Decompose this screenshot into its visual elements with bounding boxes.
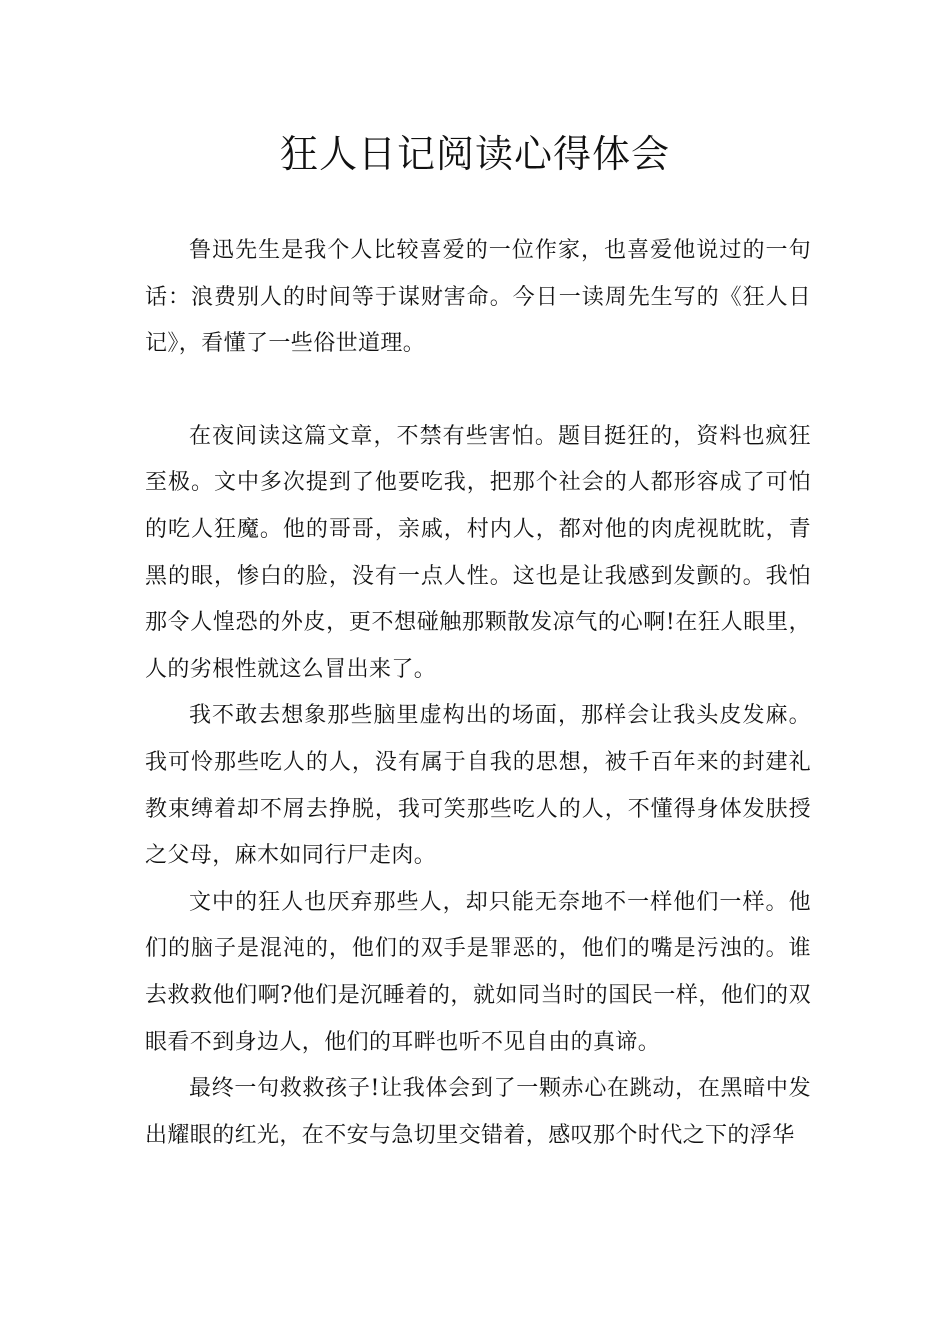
- paragraph-spacer: [145, 368, 811, 414]
- document-title: 狂人日记阅读心得体会: [279, 132, 670, 176]
- paragraph-2: 在夜间读这篇文章，不禁有些害怕。题目挺狂的，资料也疯狂至极。文中多次提到了他要吃我，把那个社会的人都形容成了可怕的吃人狂魔。他的哥哥，亲戚，村内人，都对他的肉虎视眈眈，青黑的眼，惨白的脸，没有一点人性。这也是让我感到发颤的。我怕那令人惶恐的外皮，更不想碰触那颗散发凉气的心啊!在狂人眼里，人的劣根性就这么冒出来了。: [145, 423, 811, 682]
- document-body: [145, 228, 811, 1159]
- paragraph-3: 我不敢去想象那些脑里虚构出的场面，那样会让我头皮发麻。我可怜那些吃人的人，没有属于自我的思想，被千百年来的封建礼教束缚着却不屑去挣脱，我可笑那些吃人的人，不懂得身体发肤授之父母，麻木如同行尸走肉。: [145, 703, 811, 869]
- paragraph-4: 文中的狂人也厌弃那些人，却只能无奈地不一样他们一样。他们的脑子是混沌的，他们的双手是罪恶的，他们的嘴是污浊的。谁去救救他们啊?他们是沉睡着的，就如同当时的国民一样，他们的双眼看不到身边人，他们的耳畔也听不见自由的真谛。: [145, 889, 811, 1055]
- paragraph-1: 鲁迅先生是我个人比较喜爱的一位作家，也喜爱他说过的一句话：浪费别人的时间等于谋财害命。今日一读周先生写的《狂人日记》，看懂了一些俗世道理。: [145, 238, 811, 357]
- paragraph-5: 最终一句救救孩子!让我体会到了一颗赤心在跳动，在黑暗中发出耀眼的红光，在不安与急切里交错着，感叹那个时代之下的浮华: [145, 1076, 811, 1148]
